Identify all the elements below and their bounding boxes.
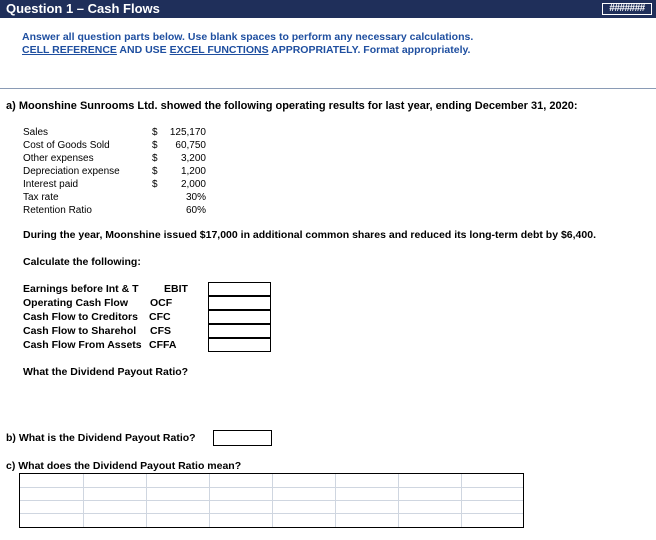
- item-value[interactable]: 1,200: [180, 166, 206, 177]
- instructions-line-2: [22, 44, 470, 57]
- cfs-answer-cell[interactable]: [208, 324, 271, 338]
- answer-grid[interactable]: [19, 473, 524, 528]
- item-value[interactable]: 60%: [185, 205, 206, 216]
- dividend-payout-answer-cell[interactable]: [213, 430, 272, 446]
- item-label: Cost of Goods Sold: [23, 140, 110, 151]
- part-a-prompt: a) Moonshine Sunrooms Ltd. showed the following operating results for last year, ending December 31, 2020:: [6, 100, 578, 112]
- calc-label-ocf: Operating Cash Flow: [23, 297, 129, 309]
- item-label: Depreciation expense: [23, 166, 120, 177]
- calc-label-ebit: Earnings before Int & T: [23, 283, 139, 295]
- ebit-answer-cell[interactable]: [208, 282, 271, 296]
- item-value[interactable]: 60,750: [175, 140, 206, 151]
- during-year-text: During the year, Moonshine issued $17,000 in additional common shares and reduced its long-term debt by $6,400.: [23, 229, 596, 241]
- dollar-sign: $: [152, 127, 158, 138]
- title-bar: [0, 0, 656, 18]
- sheet-title: Question 1 – Cash Flows: [6, 1, 160, 16]
- calc-label-cfc: Cash Flow to Creditors: [23, 311, 138, 323]
- item-value[interactable]: 30%: [185, 192, 206, 203]
- item-value[interactable]: 2,000: [180, 179, 206, 190]
- cffa-answer-cell[interactable]: [208, 338, 271, 352]
- hash-overflow-cell[interactable]: #######: [602, 3, 652, 15]
- dollar-sign: $: [152, 179, 158, 190]
- item-value[interactable]: 125,170: [169, 127, 206, 138]
- part-c-prompt: c) What does the Dividend Payout Ratio mean?: [6, 460, 242, 472]
- grid-row-line: [20, 487, 523, 488]
- part-b-prompt: b) What is the Dividend Payout Ratio?: [6, 432, 196, 444]
- item-label: Sales: [23, 127, 49, 138]
- instructions-line-1: Answer all question parts below. Use blank spaces to perform any necessary calculations.: [22, 31, 474, 43]
- item-label: Retention Ratio: [23, 205, 92, 216]
- calc-abbr-ebit: EBIT: [164, 283, 188, 295]
- appropriately-text: APPROPRIATELY. Format appropriately.: [268, 44, 471, 56]
- grid-row-line: [20, 513, 523, 514]
- item-label: Interest paid: [23, 179, 79, 190]
- calc-abbr-ocf: OCF: [150, 297, 173, 309]
- calc-label-cffa: Cash Flow From Assets: [23, 339, 142, 351]
- calc-abbr-cfc: CFC: [149, 311, 171, 323]
- ocf-answer-cell[interactable]: [208, 296, 271, 310]
- and-use-text: AND USE: [116, 44, 170, 56]
- dividend-question: What the Dividend Payout Ratio?: [23, 366, 189, 378]
- dollar-sign: $: [152, 153, 158, 164]
- item-label: Tax rate: [23, 192, 59, 203]
- cell-reference-text: CELL REFERENCE: [22, 44, 117, 56]
- calc-abbr-cffa: CFFA: [149, 339, 177, 351]
- excel-functions-text: EXCEL FUNCTIONS: [169, 44, 269, 56]
- dollar-sign: $: [152, 166, 158, 177]
- cfc-answer-cell[interactable]: [208, 310, 271, 324]
- calculate-heading: Calculate the following:: [23, 256, 141, 268]
- grid-row-line: [20, 500, 523, 501]
- item-value[interactable]: 3,200: [180, 153, 206, 164]
- dollar-sign: $: [152, 140, 158, 151]
- calc-label-cfs: Cash Flow to Sharehol: [23, 325, 137, 337]
- item-label: Other expenses: [23, 153, 94, 164]
- section-divider: [0, 88, 656, 89]
- calc-abbr-cfs: CFS: [150, 325, 171, 337]
